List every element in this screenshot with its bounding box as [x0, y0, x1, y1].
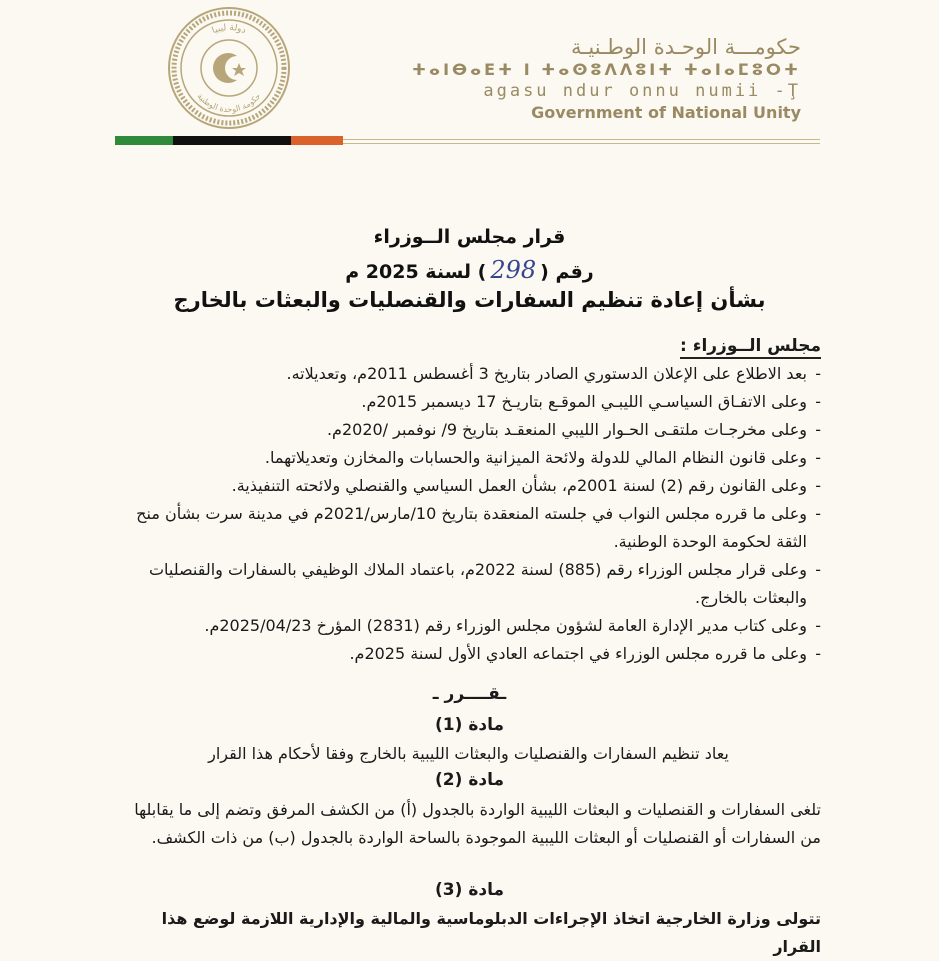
clause-item: - وعلى كتاب مدير الإدارة العامة لشؤون مجلس الوزراء رقم (2831) المؤرخ 2025/04/23م.	[111, 612, 821, 640]
clause-item: - بعد الاطلاع على الإعلان الدستوري الصادر بتاريخ 3 أغسطس 2011م، وتعديلاته.	[111, 360, 821, 388]
band-black	[173, 136, 291, 145]
gov-name-tifinagh: ⵜⴰⵏⴱⴰⴹⵜ ⵏ ⵜⴰⵙⵓⴷⴷⵓⵏⵜ ⵜⴰⵏⴰⵎⵓⵔⵜ	[412, 60, 801, 79]
band-orange	[291, 136, 343, 145]
article-text: تلغى السفارات و القنصليات و البعثات الليبية الواردة بالجدول (أ) من الكشف المرفق وتضم إلى ما يقابلها من السفارات أو القنصليات أو البعثات الليبية الموجودة بالساحة الواردة بالجدول (ب) من ذات الكشف.	[134, 800, 821, 847]
article-text: تتولى وزارة الخارجية اتخاذ الإجراءات الدبلوماسية والمالية والإدارية اللازمة لوضع هذا القرار	[161, 909, 821, 956]
decree-number-handwritten: 298	[490, 256, 537, 284]
letterhead-text	[412, 34, 801, 124]
clause-item: - وعلى الاتفـاق السياسـي الليبـي الموقـع بتاريـخ 17 ديسمبر 2015م.	[111, 388, 821, 416]
council-heading: مجلس الــوزراء :	[680, 336, 821, 359]
gov-name-arabic: حكومـــة الوحـدة الوطـنيـة	[570, 35, 801, 59]
decided-heading: ـقــــرر ـ	[432, 684, 507, 704]
clause-item: - وعلى قانون النظام المالي للدولة ولائحة الميزانية والحسابات والمخازن وتعديلاتهما.	[111, 444, 821, 472]
article-heading: مادة (2)	[435, 770, 504, 790]
government-seal	[167, 6, 291, 130]
clause-item: - وعلى ما قرره مجلس النواب في جلسته المنعقدة بتاريخ 10/مارس/2021م في مدينة سرت بشأن منح الثقة لحكومة الوحدة الوطنية.	[111, 500, 821, 556]
band-green	[115, 136, 173, 145]
clause-item: - وعلى ما قرره مجلس الوزراء في اجتماعه العادي الأول لسنة 2025م.	[111, 640, 821, 668]
clause-item: - وعلى مخرجـات ملتقـى الحـوار الليبي المنعقـد بتاريخ 9/ نوفمبر /2020م.	[111, 416, 821, 444]
article-heading: مادة (1)	[435, 715, 504, 735]
seal-ring-bottom: حكومة الوحدة الوطنية	[195, 91, 263, 115]
clause-item: - وعلى القانون رقم (2) لسنة 2001م، بشأن العمل السياسي والقنصلي ولائحته التنفيذية.	[111, 472, 821, 500]
article-text: يعاد تنظيم السفارات والقنصليات والبعثات الليبية بالخارج وفقا لأحكام هذا القرار	[208, 744, 729, 763]
gov-name-english: Government of National Unity	[531, 103, 801, 122]
band-rule	[343, 139, 820, 144]
decree-title: قرار مجلس الــوزراء	[373, 226, 566, 248]
decree-number-prefix: رقم (	[540, 261, 594, 283]
star-icon	[232, 63, 246, 76]
seal-ring-top: دولة ليبيا	[210, 22, 248, 37]
article-heading: مادة (3)	[435, 880, 504, 900]
svg-text:دولة ليبيا	[211, 23, 248, 36]
decree-subject: بشأن إعادة تنظيم السفارات والقنصليات والبعثات بالخارج	[173, 288, 766, 312]
decree-number-suffix: ) لسنة 2025 م	[345, 261, 487, 283]
decree-number-line	[0, 256, 939, 284]
gov-name-berber-latin: agasu ndur onnu numii -Ţ	[483, 81, 801, 101]
clause-item: - وعلى قرار مجلس الوزراء رقم (885) لسنة 2022م، باعتماد الملاك الوظيفي بالسفارات والقنصليات والبعثات بالخارج.	[111, 556, 821, 612]
letterhead-color-band	[115, 136, 820, 145]
preamble-clauses	[111, 360, 821, 668]
